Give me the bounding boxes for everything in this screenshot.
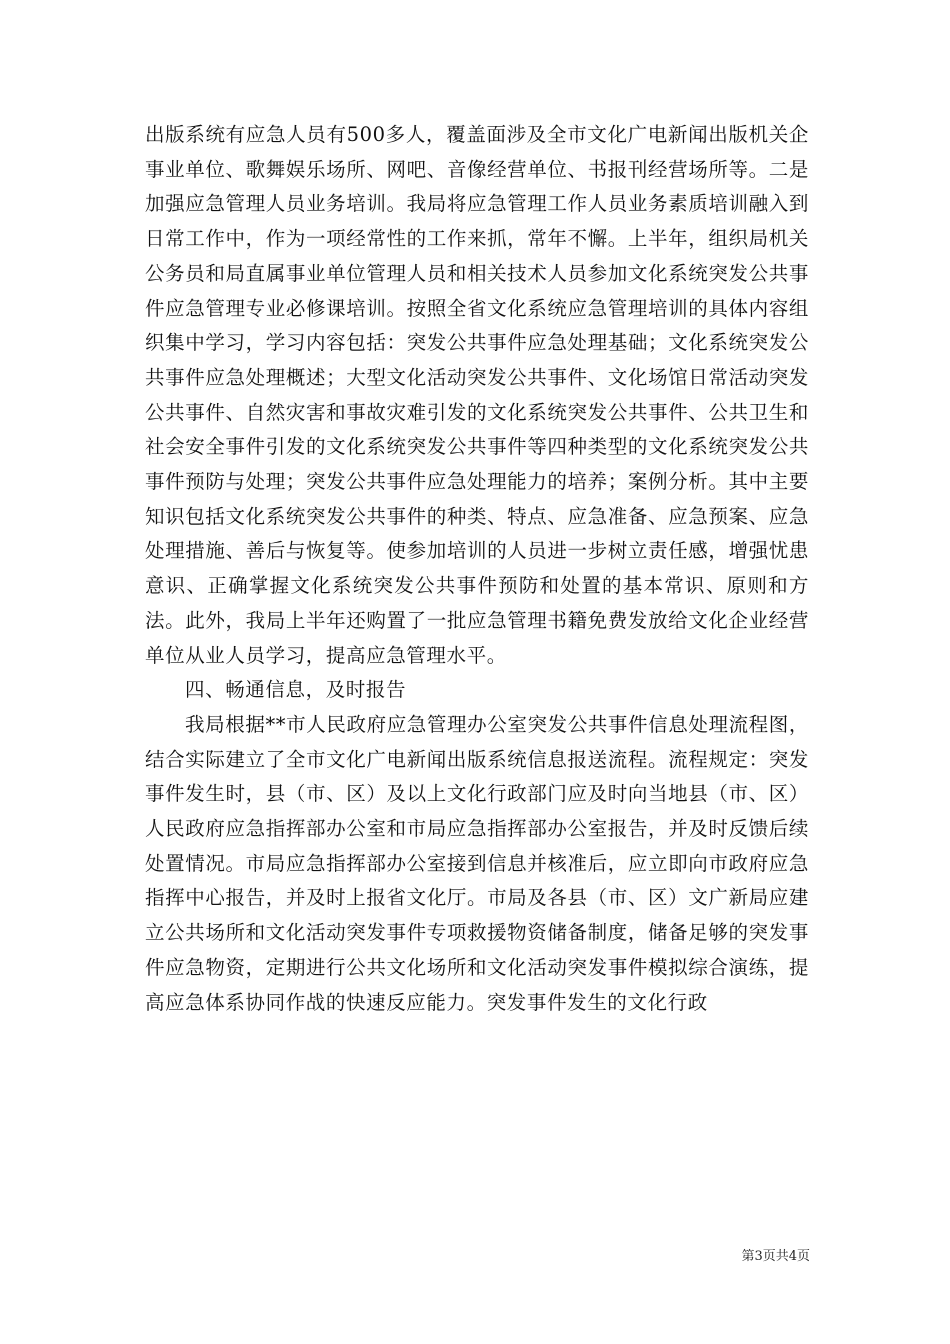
section-heading: 四、畅通信息，及时报告 [185, 678, 407, 702]
body-paragraph-1: 出版系统有应急人员有500多人，覆盖面涉及全市文化广电新闻出版机关企事业单位、歌舞娱乐场所、网吧、音像经营单位、书报刊经营场所等。二是加强应急管理人员业务培训。我局将应急管理工作人员业务素质培训融入到日常工作中，作为一项经常性的工作来抓，常年不懈。上半年，组织局机关公务员和局直属事业单位管理人员和相关技术人员参加文化系统突发公共事件应急管理专业必修课培训。按照全省文化系统应急管理培训的具体内容组织集中学习，学习内容包括：突发公共事件应急处理基础；文化系统突发公共事件应急处理概述；大型文化活动突发公共事件、文化场馆日常活动突发公共事件、自然灾害和事故灾难引发的文化系统突发公共事件、公共卫生和社会安全事件引发的文化系统突发公共事件等四种类型的文化系统突发公共事件预防与处理；突发公共事件应急处理能力的培养；案例分析。其中主要知识包括文化系统突发公共事件的种类、特点、应急准备、应急预案、应急处理措施、善后与恢复等。使参加培训的人员进一步树立责任感，增强忧患意识、正确掌握文化系统突发公共事件预防和处置的基本常识、原则和方法。此外，我局上半年还购置了一批应急管理书籍免费发放给文化企业经营单位从业人员学习，提高应急管理水平。 [145, 123, 809, 667]
document-body [145, 118, 809, 1020]
page-number: 第3页共4页 [741, 1249, 810, 1264]
body-paragraph-2: 我局根据**市人民政府应急管理办公室突发公共事件信息处理流程图，结合实际建立了全市文化广电新闻出版系统信息报送流程。流程规定：突发事件发生时，县（市、区）及以上文化行政部门应及时向当地县（市、区）人民政府应急指挥部办公室和市局应急指挥部办公室报告，并及时反馈后续处置情况。市局应急指挥部办公室接到信息并核准后，应立即向市政府应急指挥中心报告，并及时上报省文化厅。市局及各县（市、区）文广新局应建立公共场所和文化活动突发事件专项救援物资储备制度，储备足够的突发事件应急物资，定期进行公共文化场所和文化活动突发事件模拟综合演练，提高应急体系协同作战的快速反应能力。突发事件发生的文化行政 [145, 712, 809, 1014]
